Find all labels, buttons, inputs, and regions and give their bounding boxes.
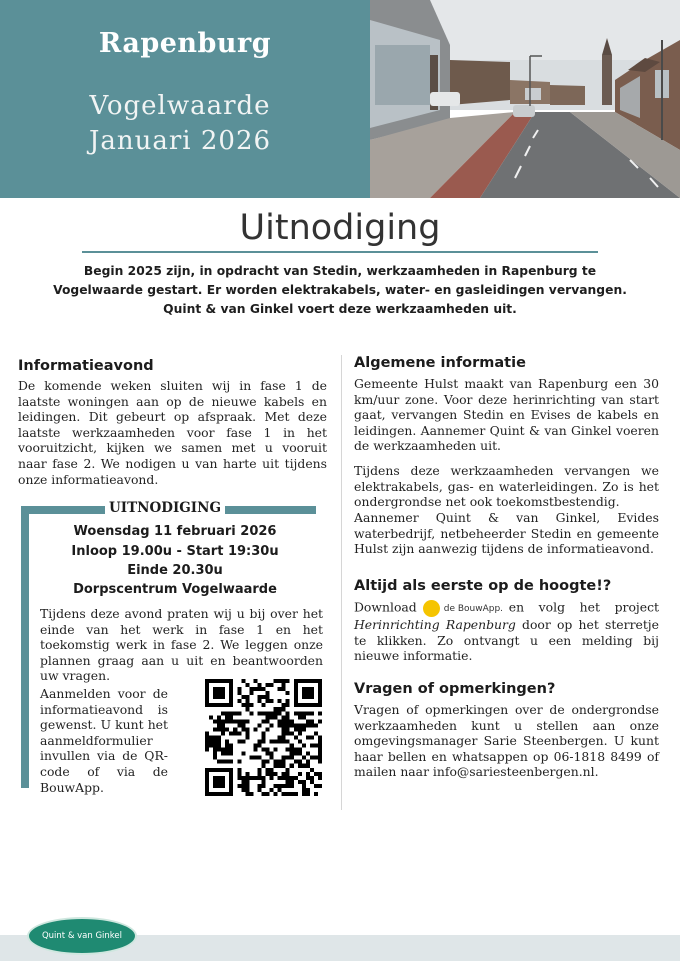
stay-updated-text <box>354 599 659 664</box>
invitation-text: Tijdens deze avond praten wij u bij over het einde van het werk in fase 1 en het toekomstig werk in fase 2. We leggen onze plannen graag aan u uit en beantwoorden uw vragen. <box>40 606 323 684</box>
qr-code[interactable] <box>205 679 322 796</box>
header-title: Rapenburg <box>98 28 272 59</box>
questions-heading: Vragen of opmerkingen? <box>354 681 556 697</box>
intro-text: Begin 2025 zijn, in opdracht van Stedin, werkzaamheden in Rapenburg te Vogelwaarde gestart. Er worden elektrakabels, water- en gasleidingen vervangen. Quint & van Ginkel voert deze werkzaamheden uit. <box>53 264 627 316</box>
general-info-text-2: Tijdens deze werkzaamheden vervangen we elektrakabels, gas- en waterleidingen. Zo is het ondergrondse net ook toekomstbestendig. <box>354 463 659 510</box>
invitation-date: Woensdag 11 februari 2026 <box>73 524 277 539</box>
invitation-location: Dorpscentrum Vogelwaarde <box>73 582 277 597</box>
bouwapp-name: de BouwApp. <box>443 604 504 614</box>
title-divider <box>82 251 598 253</box>
questions-text: Vragen of opmerkingen over de ondergrondse werkzaamheden kunt u stellen aan onze omgevingsmanager Sarie Steenbergen. U kunt haar bellen en whatsappen op 06-1818 8499 of mailen naar info@sariesteenbergen.nl. <box>354 702 659 780</box>
invitation-end: Einde 20.30u <box>127 563 223 578</box>
invitation-time: Inloop 19.00u - Start 19:30u <box>71 544 279 559</box>
stay-updated-heading: Altijd als eerste op de hoogte!? <box>354 578 612 594</box>
street-photo <box>370 0 680 198</box>
info-evening-text: De komende weken sluiten wij in fase 1 de laatste woningen aan op de nieuwe kabels en leidingen. Dit gebeurt op afspraak. Met deze laatste werkzaamheden voor fase 1 in het vooruitzicht, kijken we samen met u vooruit naar fase 2. We nodigen u van harte uit tijdens onze informatieavond. <box>18 378 327 487</box>
invitation-label: UITNODIGING <box>105 500 225 516</box>
company-logo <box>27 917 137 955</box>
bouwapp-logo[interactable] <box>423 599 503 617</box>
project-name: Herinrichting Rapenburg <box>354 617 516 632</box>
general-info-text-1: Gemeente Hulst maakt van Rapenburg een 30 km/uur zone. Voor deze herinrichting van start gaat, vervangen Stedin en Evises de kabels en leidingen. Aannemer Quint & van Ginkel voeren de werkzaamheden uit. <box>354 376 659 454</box>
page-title: Uitnodiging <box>239 208 441 248</box>
bouwapp-helmet-icon <box>423 600 440 617</box>
register-text: Aanmelden voor de informatieavond is gewenst. U kunt het aanmeldformulier invullen via de QR-code of via de BouwApp. <box>40 686 168 795</box>
invitation-box-left-border <box>21 506 29 788</box>
general-info-text-3: Aannemer Quint & van Ginkel, Evides waterbedrijf, netbeheerder Stedin en gemeente Hulst zijn aanwezig tijdens de informatieavond. <box>354 510 659 557</box>
column-divider <box>341 355 342 810</box>
follow-label: en volg het project <box>508 599 659 615</box>
stay-updated-rest: door op het sterretje te klikken. Zo ontvangt u een melding bij nieuwe informatie. <box>354 617 659 664</box>
general-info-heading: Algemene informatie <box>354 355 526 371</box>
info-evening-heading: Informatieavond <box>18 358 154 374</box>
download-label: Download <box>354 599 417 615</box>
header-date: Januari 2026 <box>88 126 272 156</box>
header-location: Vogelwaarde <box>89 91 271 121</box>
company-logo-text: Quint & van Ginkel <box>41 931 123 941</box>
